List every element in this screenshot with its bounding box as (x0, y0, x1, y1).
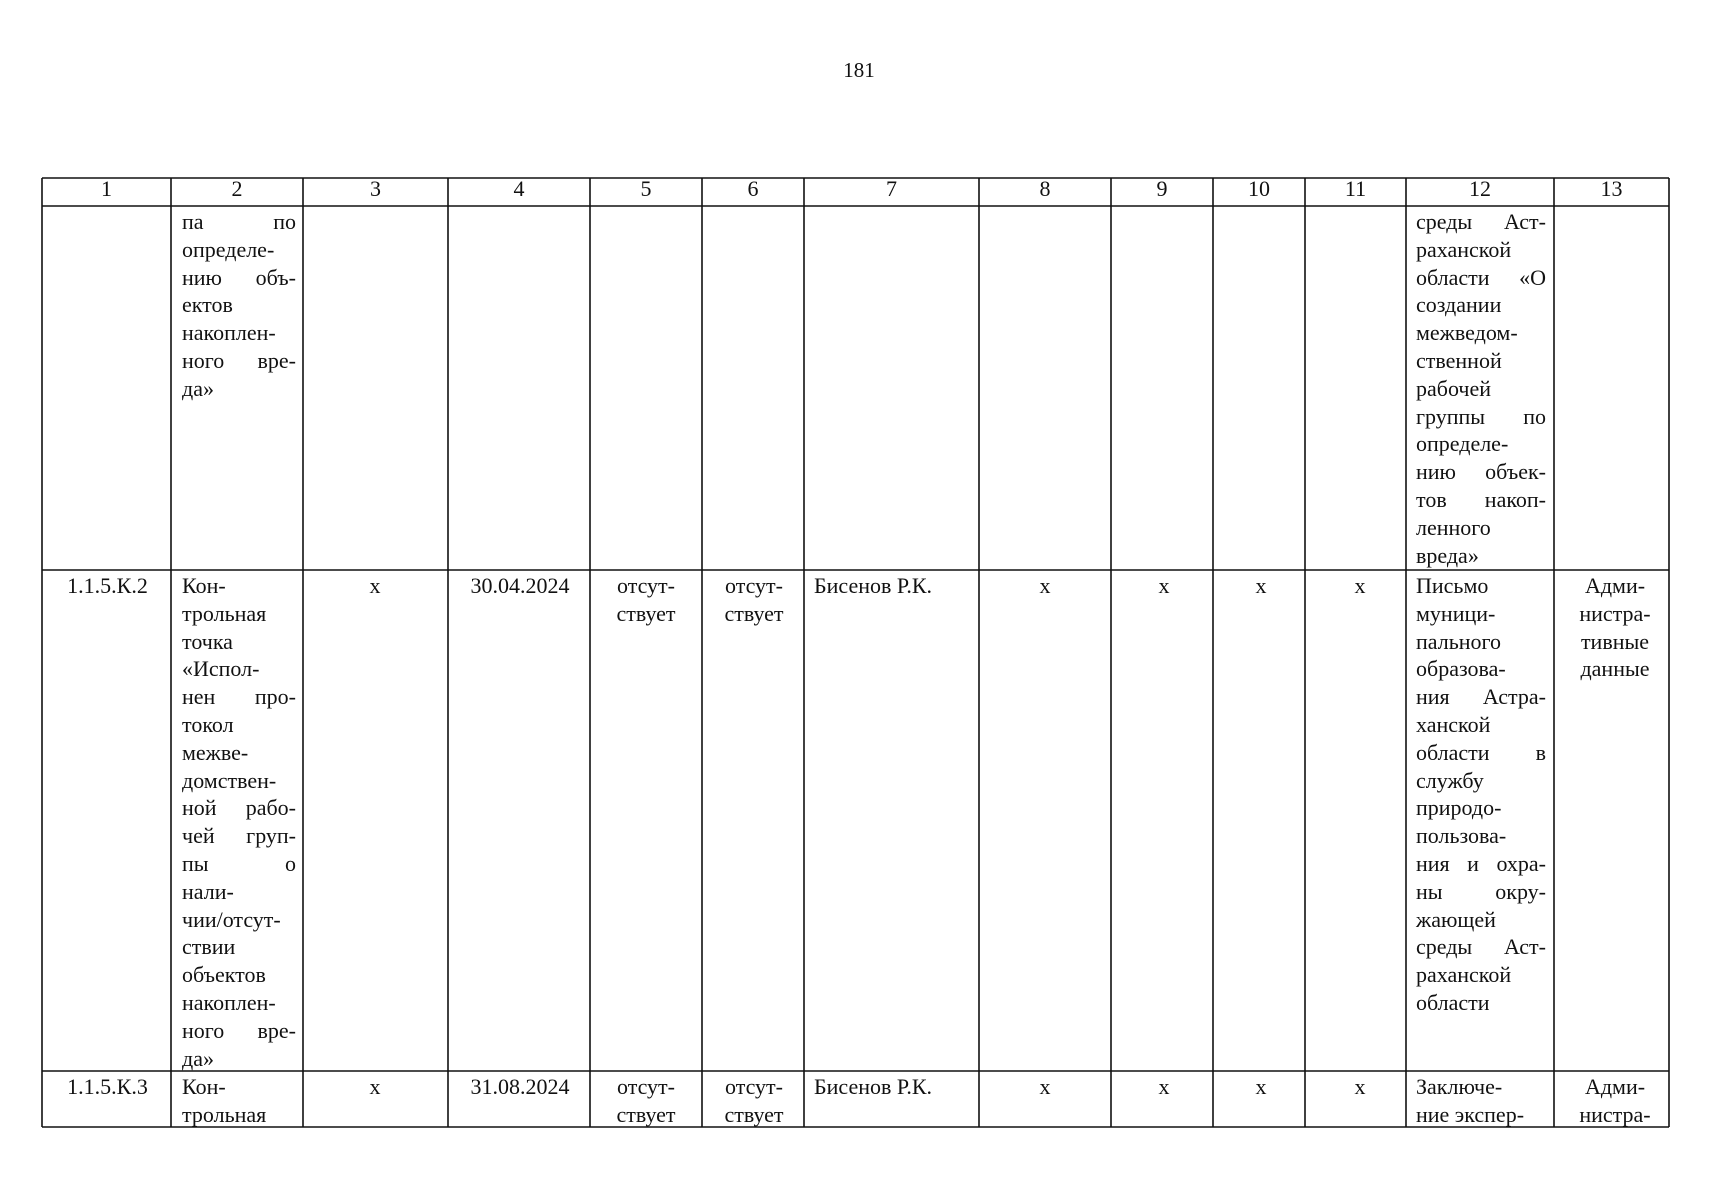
text-line: ние экспер- (1416, 1101, 1525, 1127)
text-line: отсут- (724, 573, 783, 598)
text-line: Бисенов Р.К. (814, 1074, 933, 1099)
text-line: Заключе- (1416, 1074, 1503, 1099)
row-col11-cell (1310, 1073, 1410, 1101)
text-line: Кон- (182, 573, 226, 598)
text-line: х (1158, 573, 1170, 598)
text-line: тов накоп- (1416, 486, 1546, 512)
text-line: х (1039, 1074, 1051, 1099)
text-line: раханской (1416, 236, 1512, 262)
text-line: Адми- (1584, 1074, 1646, 1099)
text-line: х (1354, 573, 1366, 598)
text-line: создании (1416, 292, 1502, 318)
text-line: ствует (724, 1101, 784, 1127)
header-cell: 5 (640, 176, 652, 201)
text-line: 1.1.5.К.2 (67, 573, 148, 598)
text-line: пального (1416, 628, 1501, 654)
text-line: Кон- (182, 1074, 226, 1099)
text-line: муници- (1416, 600, 1496, 626)
text-line: объектов (182, 962, 266, 988)
row-col5-cell (594, 572, 698, 628)
continuation-document-cell (1416, 208, 1546, 569)
row-id-cell (44, 1073, 171, 1101)
row-col10-cell (1216, 1073, 1306, 1101)
text-line: ственной (1416, 347, 1502, 373)
row-id-cell (44, 572, 171, 600)
text-line: точка (182, 628, 233, 654)
row-col5-cell (594, 1073, 698, 1129)
text-line: х (1255, 1074, 1267, 1099)
text-line: х (1354, 1074, 1366, 1099)
text-line: нию объек- (1416, 459, 1546, 485)
text-line: ного вре- (182, 1017, 296, 1043)
header-cell: 3 (370, 176, 381, 201)
header-cell: 4 (513, 176, 525, 201)
text-line: образова- (1416, 656, 1506, 682)
text-line: чии/отсут- (182, 906, 281, 932)
text-line: чей груп- (182, 823, 296, 849)
text-line: ния Астра- (1416, 684, 1546, 710)
row-col10-cell (1216, 572, 1306, 600)
text-line: да» (182, 1045, 214, 1071)
text-line: определе- (182, 236, 275, 262)
text-line: нистра- (1579, 1101, 1651, 1127)
text-line: нали- (182, 878, 234, 904)
continuation-name-cell (182, 208, 296, 403)
text-line: 31.08.2024 (470, 1074, 570, 1099)
row-col11-cell (1310, 572, 1410, 600)
text-line: отсут- (616, 1074, 675, 1099)
row-col8-cell (982, 1073, 1108, 1101)
row-col6-cell (704, 572, 804, 628)
text-line: трольная (182, 1101, 267, 1127)
text-line: 1.1.5.К.3 (67, 1074, 148, 1099)
header-cell: 1 (101, 176, 112, 201)
text-line: х (1158, 1074, 1170, 1099)
text-line: накоплен- (182, 320, 276, 346)
text-line: области в (1416, 739, 1546, 765)
text-line: отсут- (724, 1074, 783, 1099)
text-line: ны окру- (1416, 878, 1546, 904)
header-cell: 9 (1156, 176, 1168, 201)
row-col3-cell (306, 572, 444, 600)
text-line: ствует (616, 1101, 676, 1127)
text-line: нию объ- (182, 264, 296, 290)
text-line: отсут- (616, 573, 675, 598)
text-line: ствует (616, 600, 676, 626)
text-line: ленного (1416, 514, 1491, 540)
text-line: среды Аст- (1416, 934, 1546, 960)
text-line: природо- (1416, 795, 1502, 821)
row-date-cell (451, 1073, 589, 1101)
row-col9-cell (1114, 1073, 1214, 1101)
text-line: группы по (1416, 403, 1546, 429)
text-line: вреда» (1416, 542, 1479, 568)
row-document-cell (1416, 1073, 1546, 1129)
row-col8-cell (982, 572, 1108, 600)
row-date-cell (451, 572, 589, 600)
text-line: рабочей (1416, 375, 1491, 401)
text-line: накоплен- (182, 989, 276, 1015)
text-line: домствен- (182, 767, 277, 793)
text-line: жающей (1416, 906, 1496, 932)
text-line: нен про- (182, 684, 296, 710)
text-line: ствует (724, 600, 784, 626)
row-name-cell (182, 1073, 296, 1129)
header-cell: 10 (1248, 176, 1270, 201)
text-line: пользова- (1416, 823, 1507, 849)
text-line: области «О (1416, 264, 1546, 290)
row-col9-cell (1114, 572, 1214, 600)
row-name-cell (182, 572, 296, 1072)
row-responsible-cell (814, 572, 974, 600)
text-line: ствии (182, 934, 236, 960)
text-line: ния и охра- (1416, 850, 1546, 876)
header-cell: 11 (1344, 176, 1367, 201)
text-line: раханской (1416, 962, 1512, 988)
text-line: 30.04.2024 (470, 573, 570, 598)
text-line: па по (182, 209, 296, 234)
text-line: х (369, 1074, 381, 1099)
page-number: 181 (843, 58, 875, 82)
header-cell: 12 (1469, 176, 1491, 201)
text-line: службу (1416, 767, 1484, 793)
text-line: Письмо (1416, 573, 1489, 598)
text-line: пы о (182, 850, 296, 876)
text-line: ханской (1416, 711, 1491, 737)
row-col3-cell (306, 1073, 444, 1101)
row-source-cell (1560, 572, 1670, 683)
header-cell: 13 (1600, 176, 1623, 201)
text-line: данные (1580, 656, 1650, 682)
row-col6-cell (704, 1073, 804, 1129)
text-line: нистра- (1579, 600, 1651, 626)
text-line: трольная (182, 600, 267, 626)
text-line: Бисенов Р.К. (814, 573, 933, 598)
text-line: да» (182, 375, 214, 401)
text-line: межведом- (1416, 320, 1518, 346)
text-line: тивные (1580, 628, 1650, 654)
row-responsible-cell (814, 1073, 974, 1101)
header-cell: 8 (1039, 176, 1051, 201)
text-line: ного вре- (182, 347, 296, 373)
header-cell: 6 (747, 176, 759, 201)
text-line: х (1255, 573, 1267, 598)
text-line: межве- (182, 739, 249, 765)
text-line: определе- (1416, 431, 1509, 457)
header-cell: 7 (886, 176, 897, 201)
text-line: области (1416, 989, 1490, 1015)
text-line: «Испол- (182, 656, 260, 682)
text-line: х (369, 573, 381, 598)
text-line: х (1039, 573, 1051, 598)
header-cell: 2 (231, 176, 243, 201)
text-line: ектов (182, 292, 233, 318)
text-line: среды Аст- (1416, 209, 1546, 234)
text-line: токол (182, 711, 234, 737)
text-line: Адми- (1584, 573, 1646, 598)
text-line: ной рабо- (182, 795, 296, 821)
row-document-cell (1416, 572, 1546, 1017)
row-source-cell (1560, 1073, 1670, 1129)
